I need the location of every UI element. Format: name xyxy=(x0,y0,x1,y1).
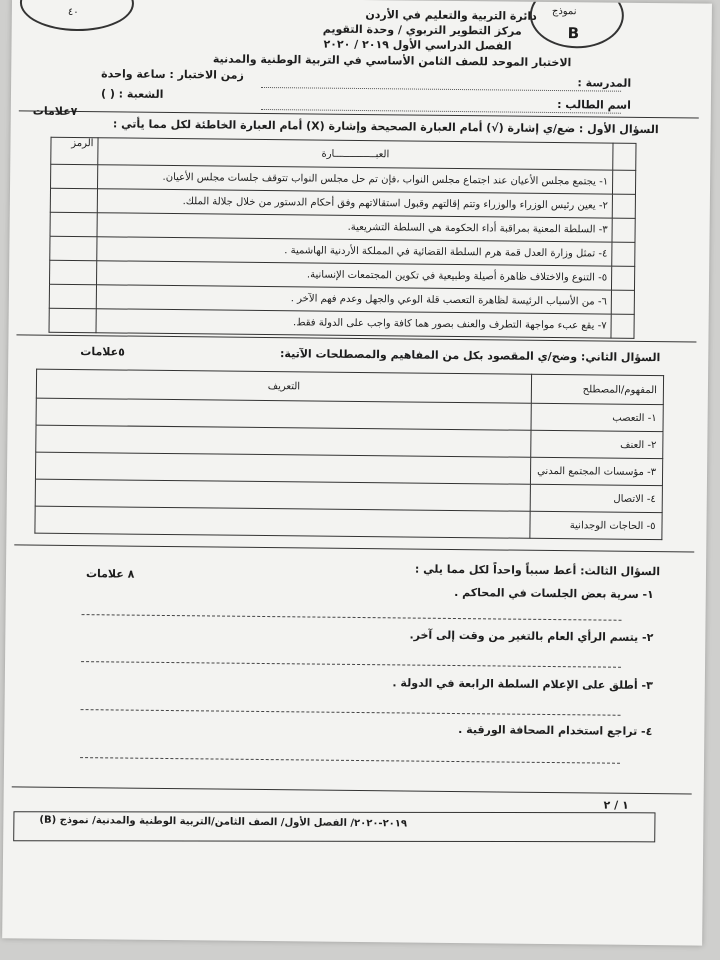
time-label: زمن الاختبار : ساعة واحدة xyxy=(101,67,244,82)
q1-item: ٢- يعين رئيس الوزراء والوزراء وتتم إقالتهم وقبول استقالاتهم وفق أحكام الدستور من خلال جلالة الملك. xyxy=(97,189,612,218)
q3-marks: ٨ علامات xyxy=(85,567,135,581)
answer-cell[interactable] xyxy=(49,308,96,332)
q2-marks: ٥علامات xyxy=(80,345,125,359)
footer-text: ٢٠١٩-٢٠٢٠/ الفصل الأول/ الصف الثامن/التربية الوطنية والمدنية/ نموذج (B) xyxy=(39,814,408,830)
answer-cell[interactable] xyxy=(50,260,97,284)
answer-line[interactable] xyxy=(81,661,621,668)
divider xyxy=(12,786,692,794)
header-line-3: الفصل الدراسي الأول ٢٠١٩ / ٢٠٢٠ xyxy=(323,37,512,53)
answer-cell[interactable] xyxy=(50,236,97,260)
q3-item: ٢- يتسم الرأي العام بالتغير من وقت إلى آخر. xyxy=(409,628,654,645)
answer-line[interactable] xyxy=(80,757,620,764)
q1-marks: ٧علامات xyxy=(32,104,78,119)
q2-term: ٥- الحاجات الوجدانية xyxy=(530,511,662,539)
answer-cell[interactable] xyxy=(50,188,97,212)
q2-title: السؤال الثاني: وضح/ي المقصود بكل من المفاهيم والمصطلحات الآتية: xyxy=(279,347,661,365)
q1-item: ٧- يقع عبء مواجهة التطرف والعنف بصور هما كافة واجب على الدولة فقط. xyxy=(96,309,611,338)
answer-line[interactable] xyxy=(82,614,622,621)
q2-term: ٣- مؤسسات المجتمع المدني xyxy=(530,457,662,485)
score-total: ٤٠ xyxy=(67,6,79,19)
answer-cell[interactable] xyxy=(51,164,98,188)
answer-cell[interactable] xyxy=(49,284,96,308)
q1-item: ٦- من الأسباب الرئيسة لظاهرة التعصب قلة الوعي والجهل وعدم فهم الآخر . xyxy=(96,285,611,314)
table-row xyxy=(35,506,662,540)
school-label: المدرسة : xyxy=(577,76,632,90)
q2-term: ٤- الاتصال xyxy=(530,484,662,512)
q1-item: ٣- السلطة المعنية بمراقبة أداء الحكومة هي السلطة التشريعية. xyxy=(97,213,612,242)
q3-item: ٤- تراجع استخدام الصحافة الورقية . xyxy=(458,723,653,739)
q1-title: السؤال الأول : ضع/ي إشارة (√) أمام العبارة الصحيحة وإشارة (X) أمام العبارة الخاطئة لكل مما يأتي : xyxy=(112,117,659,137)
definition-cell[interactable] xyxy=(35,506,530,538)
divider xyxy=(14,544,694,552)
q1-item: ٤- تمثل وزارة العدل قمة هرم السلطة القضائية في المملكة الأردنية الهاشمية . xyxy=(97,237,612,266)
header-line-4: الاختبار الموحد للصف الثامن الأساسي في التربية الوطنية والمدنية xyxy=(212,52,572,70)
q2-col-term: المفهوم/المصطلح xyxy=(531,374,663,404)
model-label: نموذج xyxy=(551,5,577,18)
page-number: ١ / ٢ xyxy=(603,798,629,812)
header-line-2: مركز التطوير التربوي / وحدة التقويم xyxy=(322,22,522,38)
school-field[interactable] xyxy=(261,87,621,92)
answer-cell[interactable] xyxy=(50,212,97,236)
q1-col-code: الرمز xyxy=(51,137,98,164)
answer-line[interactable] xyxy=(81,709,621,716)
q2-term: ١- التعصب xyxy=(531,403,663,431)
q2-term: ٢- العنف xyxy=(531,430,663,458)
header-line-1: دائرة التربية والتعليم في الأردن xyxy=(365,8,537,23)
model-letter: B xyxy=(567,24,580,43)
q1-item: ١- يجتمع مجلس الأعيان عند اجتماع مجلس النواب ،فإن تم حل مجلس النواب تتوقف جلسات مجلس الأعيان. xyxy=(98,165,613,194)
exam-paper xyxy=(2,0,712,946)
student-label: اسم الطالب : xyxy=(557,98,631,112)
q3-item: ٣- أطلق على الإعلام السلطة الرابعة في الدولة . xyxy=(392,676,653,693)
table-row xyxy=(49,308,634,338)
q3-title: السؤال الثالث: أعط سبباً واحداً لكل مما يلي : xyxy=(414,562,661,579)
q3-item: ١- سرية بعض الجلسات في المحاكم . xyxy=(454,585,654,602)
section-label: الشعبة : ( ) xyxy=(100,87,164,101)
q2-col-definition: التعريف xyxy=(36,369,531,403)
q1-item: ٥- التنوع والاختلاف ظاهرة أصيلة وطبيعية في تكوين المجتمعات الإنسانية. xyxy=(97,261,612,290)
q1-col-statement: العبــــــــــــــارة xyxy=(98,138,613,170)
q1-table xyxy=(48,137,636,339)
q2-table xyxy=(34,369,664,541)
